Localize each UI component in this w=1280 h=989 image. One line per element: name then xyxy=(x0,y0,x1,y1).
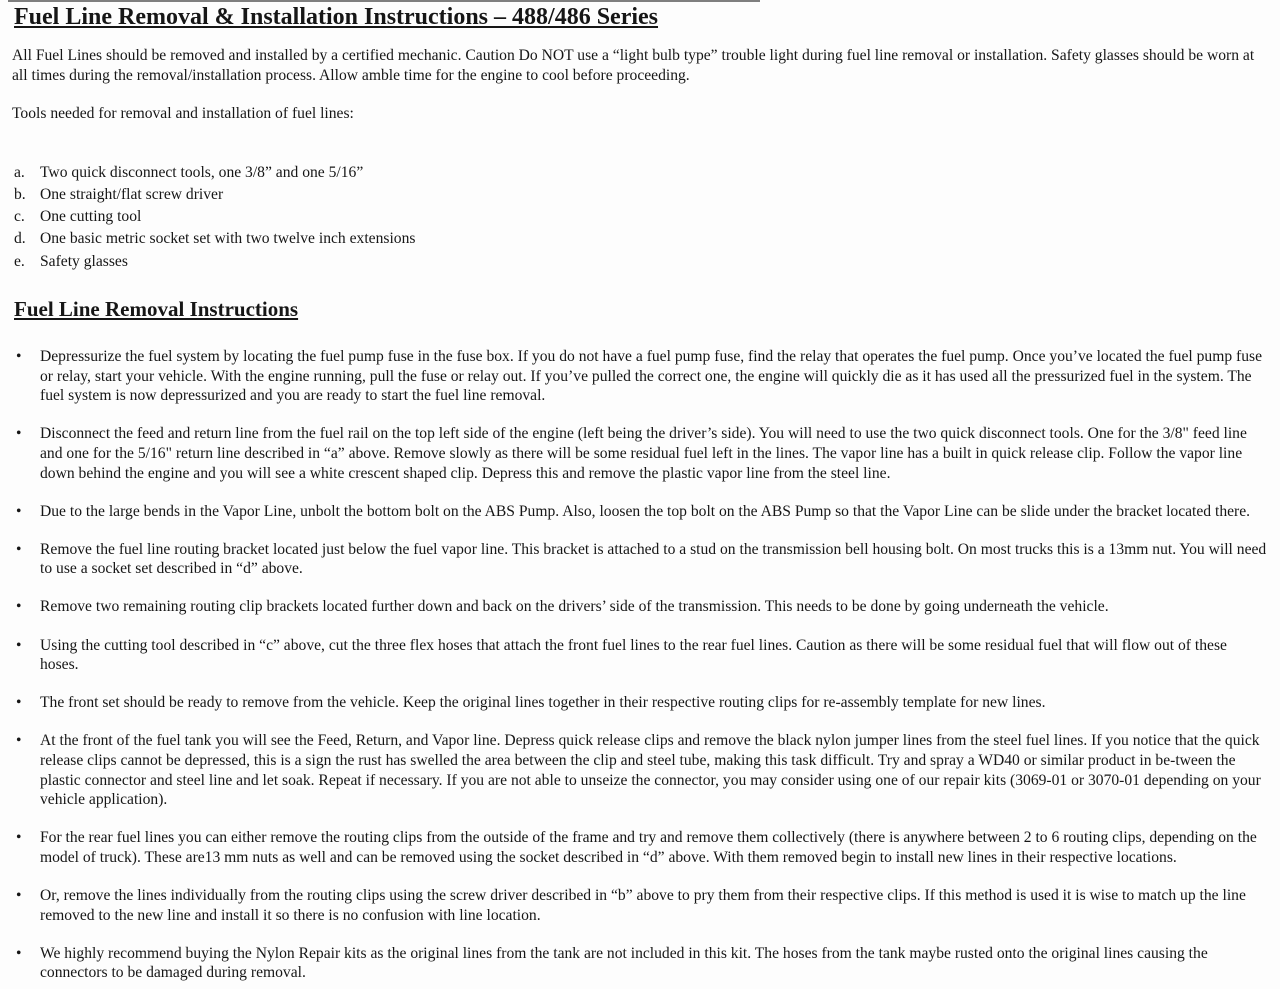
instructions-list xyxy=(12,347,1267,983)
tools-heading: Tools needed for removal and installation of fuel lines: xyxy=(12,105,354,123)
instruction-text: We highly recommend buying the Nylon Repair kits as the original lines from the tank are not included in this kit. The hoses from the tank maybe rusted onto the original lines causing the connectors to be damaged during removal. xyxy=(40,944,1208,982)
tool-text: One cutting tool xyxy=(40,208,142,226)
intro-paragraph: All Fuel Lines should be removed and installed by a certified mechanic. Caution Do NOT use a “light bulb type” trouble light during fuel line removal or installation. Safety glasses should be worn at all times during the removal/installation process. Allow amble time for the engine to cool before proceeding. xyxy=(12,47,1255,84)
page-title: Fuel Line Removal & Installation Instructions – 488/486 Series xyxy=(14,4,659,30)
bullet-marker: • xyxy=(16,886,22,904)
instruction-item xyxy=(12,502,1267,522)
instruction-text: Disconnect the feed and return line from the fuel rail on the top left side of the engine (left being the driver’s side). You will need to use the two quick disconnect tools. One for the 3/8" feed line and one for the 5/16" return line described in “a” above. Remove slowly as there will be some residual fuel left in the lines. The vapor line has a built in quick release clip. Follow the vapor line down behind the engine and you will see a white crescent shaped clip. Depress this and remove the plastic vapor line from the steel line. xyxy=(40,425,1247,482)
instruction-text: At the front of the fuel tank you will see the Feed, Return, and Vapor line. Depress quick release clips and remove the black nylon jumper lines from the steel fuel lines. If you notice that the quick release clips cannot be depressed, this is a sign the rust has swelled the area between the clip and steel tube, making this task difficult. Try and spray a WD40 or similar product in be-tween the plastic connector and steel line and let soak. Repeat if necessary. If you are not able to unseize the connector, you may consider using one of our repair kits (3069-01 or 3070-01 depending on your vehicle application). xyxy=(40,732,1261,809)
tools-list xyxy=(12,163,1267,271)
tool-marker: b. xyxy=(14,185,26,203)
bullet-marker: • xyxy=(16,732,22,750)
bullet-marker: • xyxy=(16,540,22,558)
bullet-marker: • xyxy=(16,425,22,443)
instruction-item xyxy=(12,597,1267,617)
tool-text: One straight/flat screw driver xyxy=(40,185,224,203)
instruction-text: Remove two remaining routing clip brackets located further down and back on the drivers’ side of the transmission. This needs to be done by going underneath the vehicle. xyxy=(40,598,1109,616)
instruction-text: Due to the large bends in the Vapor Line, unbolt the bottom bolt on the ABS Pump. Also, loosen the top bolt on the ABS Pump so that the Vapor Line can be slide under the bracket located there. xyxy=(40,502,1251,520)
instruction-item xyxy=(12,693,1267,713)
tool-item xyxy=(12,229,1267,249)
tool-item xyxy=(12,185,1267,205)
instruction-item xyxy=(12,636,1267,675)
section-heading: Fuel Line Removal Instructions xyxy=(14,297,299,322)
instruction-item xyxy=(12,886,1267,925)
tool-text: One basic metric socket set with two twelve inch extensions xyxy=(40,230,416,248)
tool-marker: d. xyxy=(14,230,26,248)
tool-marker: e. xyxy=(14,252,25,270)
instruction-item xyxy=(12,731,1267,809)
bullet-marker: • xyxy=(16,502,22,520)
tool-marker: a. xyxy=(14,163,25,181)
bullet-marker: • xyxy=(16,694,22,712)
instruction-text: Using the cutting tool described in “c” above, cut the three flex hoses that attach the front fuel lines to the rear fuel lines. Caution as there will be some residual fuel that will flow out of these hoses. xyxy=(40,636,1227,674)
scan-artifact-line xyxy=(8,0,760,2)
bullet-marker: • xyxy=(16,829,22,847)
bullet-marker: • xyxy=(16,348,22,366)
instruction-text: For the rear fuel lines you can either remove the routing clips from the outside of the frame and try and remove them collectively (there is anywhere between 2 to 6 routing clips, depending on the model of truck). These are13 mm nuts as well and can be removed using the socket described in “d” above. With them removed begin to install new lines in their respective locations. xyxy=(40,829,1257,866)
bullet-marker: • xyxy=(16,636,22,654)
tool-item xyxy=(12,207,1267,227)
tool-item xyxy=(12,252,1267,272)
bullet-marker: • xyxy=(16,598,22,616)
instruction-text: The front set should be ready to remove from the vehicle. Keep the original lines together in their respective routing clips for re-assembly template for new lines. xyxy=(40,694,1046,712)
instruction-text: Remove the fuel line routing bracket located just below the fuel vapor line. This bracket is attached to a stud on the transmission bell housing bolt. On most trucks this is a 13mm nut. You will need to use a socket set described in “d” above. xyxy=(40,540,1267,578)
instruction-item xyxy=(12,347,1267,406)
tool-item xyxy=(12,163,1267,183)
instruction-text: Depressurize the fuel system by locating the fuel pump fuse in the fuse box. If you do not have a fuel pump fuse, find the relay that operates the fuel pump. Once you’ve located the fuel pump fuse or relay, start your vehicle. With the engine running, pull the fuse or relay out. If you’ve pulled the correct one, the engine will quickly die as it has used all the pressurized fuel in the system. The fuel system is now depressurized and you are ready to start the fuel line removal. xyxy=(40,348,1263,405)
tool-text: Safety glasses xyxy=(40,252,128,270)
instruction-text: Or, remove the lines individually from the routing clips using the screw driver described in “b” above to pry them from their respective clips. If this method is used it is wise to match up the line removed to the new line and install it so there is no confusion with line location. xyxy=(40,886,1246,924)
instruction-item xyxy=(12,944,1267,983)
instruction-item xyxy=(12,424,1267,483)
tool-text: Two quick disconnect tools, one 3/8” and one 5/16” xyxy=(40,163,364,181)
tool-marker: c. xyxy=(14,208,25,226)
instruction-item xyxy=(12,540,1267,579)
instruction-item xyxy=(12,828,1267,867)
bullet-marker: • xyxy=(16,944,22,962)
